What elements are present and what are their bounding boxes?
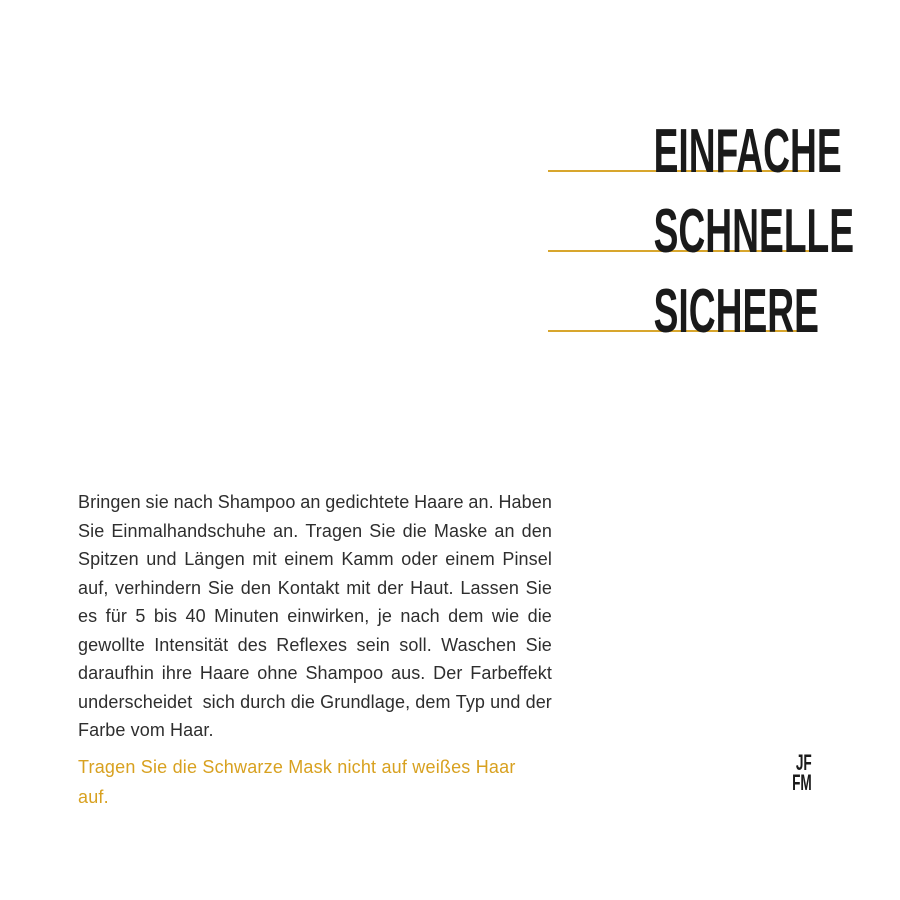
headline-sichere: SICHERE xyxy=(653,277,819,346)
paragraph-line: gewollte Intensität des Reflexes sein soll. Waschen Sie xyxy=(78,634,552,655)
warning-line-1: Tragen Sie die Schwarze Mask nicht auf weißes Haar xyxy=(78,757,516,777)
instructions-paragraph xyxy=(78,488,552,745)
logo-line-1: JF xyxy=(796,750,812,775)
logo-line-2: FM xyxy=(792,770,812,795)
headline-schnelle: SCHNELLE xyxy=(653,197,855,266)
paragraph-line: underscheidet sich durch die Grundlage, dem Typ und der xyxy=(78,691,552,712)
jf-fm-logo xyxy=(792,750,812,795)
paragraph-line: Bringen sie nach Shampoo an gedichtete Haare an. Haben xyxy=(78,492,552,512)
warning-text xyxy=(78,752,558,812)
paragraph-line: Farbe vom Haar. xyxy=(78,720,214,740)
paragraph-line: es für 5 bis 40 Minuten einwirken, je nach dem wie die xyxy=(78,606,552,626)
paragraph-line: auf, verhindern Sie den Kontakt mit der Haut. Lassen Sie xyxy=(78,577,552,598)
paragraph-line: Spitzen und Längen mit einem Kamm oder einem Pinsel xyxy=(78,549,552,569)
headline-row-sichere xyxy=(548,277,819,361)
paragraph-line: daraufhin ihre Haare ohne Shampoo aus. Der Farbeffekt xyxy=(78,663,552,683)
headline-row-einfache xyxy=(548,117,842,201)
headline-row-schnelle xyxy=(548,197,855,281)
paragraph-line: Sie Einmalhandschuhe an. Tragen Sie die Maske an den xyxy=(78,520,552,541)
warning-line-2: auf. xyxy=(78,787,109,807)
headline-einfache: EINFACHE xyxy=(653,117,842,186)
